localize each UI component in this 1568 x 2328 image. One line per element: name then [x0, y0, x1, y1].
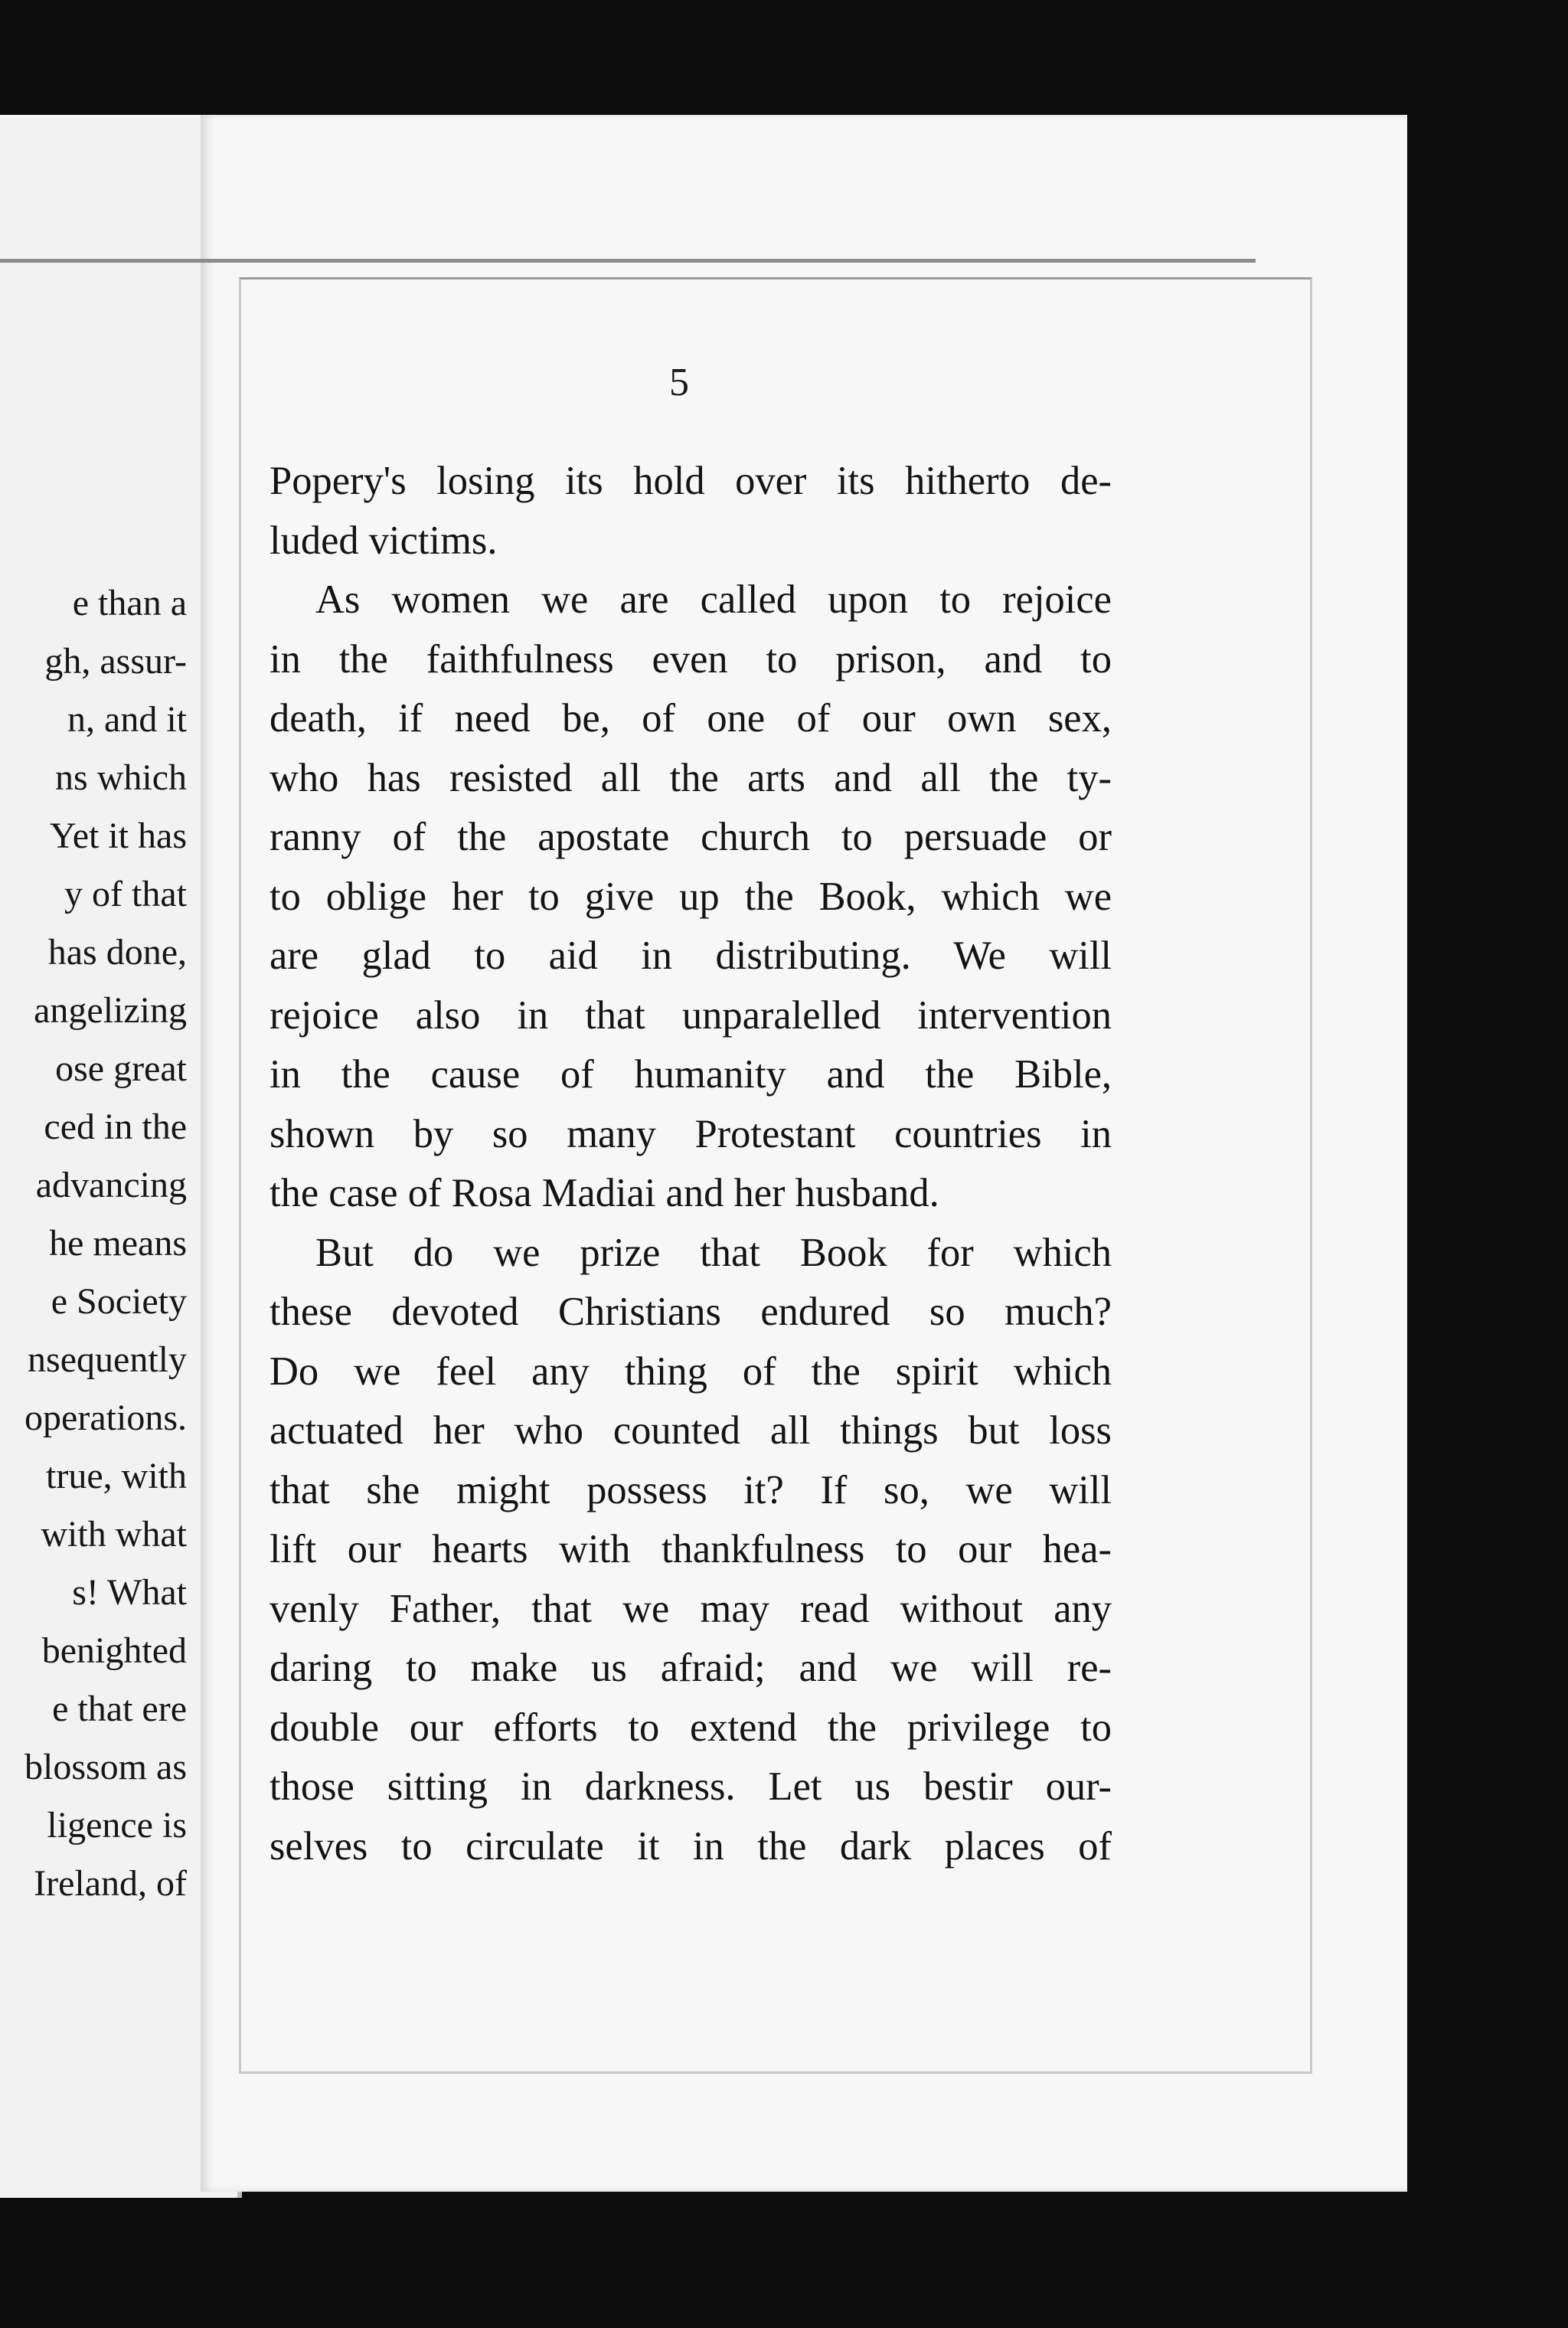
text-line: the case of Rosa Madiai and her husband.	[270, 1171, 939, 1215]
left-line: blossom as	[24, 1747, 187, 1787]
text-line: those sitting in darkness. Let us bestir our-	[270, 1764, 1112, 1809]
left-line: advancing	[35, 1165, 187, 1205]
left-line: has done,	[47, 932, 187, 973]
left-line: s! What	[72, 1572, 187, 1613]
left-line: Ireland, of	[34, 1863, 187, 1904]
text-line: As women we are called upon to rejoice	[315, 577, 1112, 622]
text-line: that she might possess it? If so, we will	[270, 1467, 1112, 1512]
text-line: in the faithfulness even to prison, and to	[270, 636, 1112, 682]
left-line: ose great	[55, 1048, 187, 1089]
left-line: Yet it has	[49, 816, 187, 856]
text-line: to oblige her to give up the Book, which we	[270, 874, 1112, 919]
text-line: selves to circulate it in the dark places of	[270, 1823, 1112, 1869]
text-line: Popery's losing its hold over its hitherto de-	[270, 459, 1112, 503]
left-line: true, with	[46, 1456, 187, 1496]
text-line: are glad to aid in distributing. We will	[270, 933, 1112, 978]
text-line: in the cause of humanity and the Bible,	[270, 1052, 1112, 1097]
left-line: he means	[49, 1223, 187, 1264]
text-line: death, if need be, of one of our own sex,	[270, 696, 1112, 741]
left-line: gh, assur-	[44, 641, 187, 682]
left-line: operations.	[24, 1398, 187, 1438]
text-line: But do we prize that Book for which	[315, 1230, 1112, 1275]
text-line: double our efforts to extend the privilege to	[270, 1705, 1112, 1750]
text-line: venly Father, that we may read without any	[270, 1586, 1112, 1631]
left-line: y of that	[64, 874, 187, 914]
right-page	[201, 115, 1407, 2192]
left-line: with what	[41, 1514, 187, 1555]
text-line: actuated her who counted all things but loss	[270, 1408, 1112, 1453]
left-line: e Society	[51, 1281, 187, 1322]
text-line: daring to make us afraid; and we will re-	[270, 1646, 1112, 1690]
left-line: benighted	[41, 1630, 187, 1671]
text-line: ranny of the apostate church to persuade or	[270, 815, 1112, 859]
text-line: lift our hearts with thankfulness to our hea-	[270, 1527, 1112, 1571]
left-line: n, and it	[67, 699, 187, 740]
text-line: rejoice also in that unparalelled intervention	[270, 992, 1112, 1038]
left-line: angelizing	[34, 990, 187, 1031]
top-rule	[0, 259, 1256, 263]
text-line: who has resisted all the arts and all the ty-	[270, 755, 1112, 800]
body-text	[270, 452, 1112, 1876]
left-line: nsequently	[28, 1339, 187, 1380]
left-line: ns which	[55, 757, 187, 798]
text-line: these devoted Christians endured so much?	[270, 1290, 1112, 1334]
text-line: Do we feel any thing of the spirit which	[270, 1349, 1112, 1394]
left-line: ced in the	[44, 1107, 187, 1147]
left-line: e that ere	[52, 1689, 187, 1729]
left-line: ligence is	[47, 1805, 187, 1846]
left-line: e than a	[72, 583, 187, 623]
left-page-text	[0, 574, 187, 1913]
page-number: 5	[669, 361, 689, 404]
text-line: shown by so many Protestant countries in	[270, 1111, 1112, 1156]
text-line: luded victims.	[270, 518, 498, 563]
